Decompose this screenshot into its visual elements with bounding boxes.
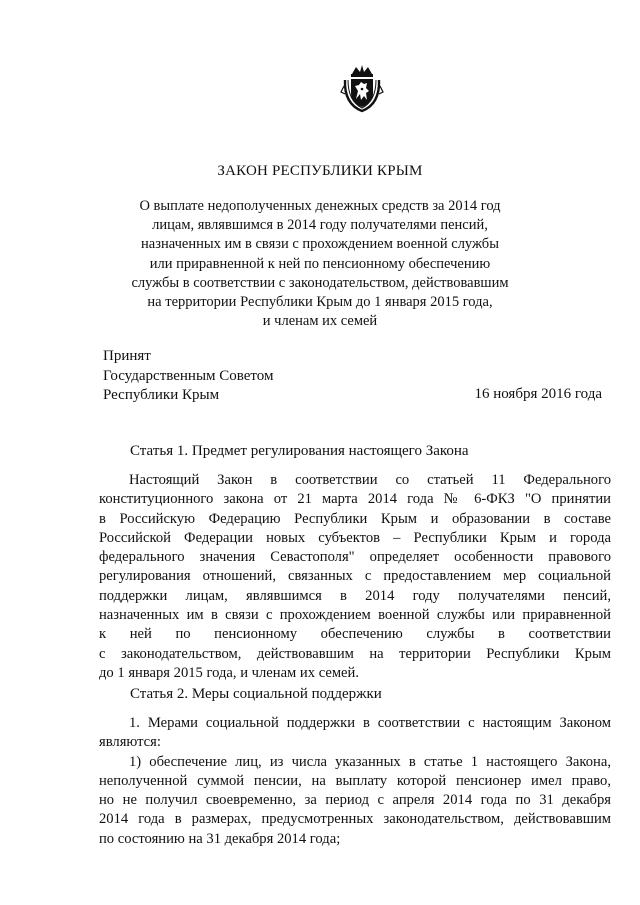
paragraph-line: к ней по пенсионному обеспечению службы в соответствии — [99, 626, 611, 643]
crimea-coat-of-arms-icon — [336, 62, 388, 114]
subtitle-line: О выплате недополученных денежных средств за 2014 год — [139, 198, 501, 214]
adopted-line: Государственным Советом — [103, 367, 274, 384]
paragraph-line: 1. Мерами социальной поддержки в соответствии с настоящим Законом — [129, 715, 611, 731]
adopted-by-block — [103, 347, 274, 406]
paragraph-line: с законодательством, действовавшим на территории Республики Крым — [99, 645, 611, 662]
paragraph-line: по состоянию на 31 декабря 2014 года; — [99, 830, 341, 847]
paragraph-line: Настоящий Закон в соответствии со статьей 11 Федерального — [129, 472, 611, 488]
paragraph-line: Российской Федерации новых субъектов – Республики Крым и города — [99, 529, 611, 546]
adopted-date: 16 ноября 2016 года — [474, 386, 602, 402]
paragraph-line: неполученной суммой пенсии, на выплату которой пенсионер имел право, — [99, 772, 611, 789]
paragraph-line: но не получил своевременно, за период с апреля 2014 года по 31 декабря — [99, 792, 611, 809]
paragraph-line: поддержки лицам, являвшимся в 2014 году получателями пенсий, — [99, 587, 611, 604]
adopted-line: Республики Крым — [103, 387, 220, 403]
subtitle-line: на территории Республики Крым до 1 января 2015 года, — [147, 294, 493, 311]
article-1-heading: Статья 1. Предмет регулирования настоящего Закона — [130, 443, 469, 459]
paragraph-line: являются: — [99, 734, 161, 751]
subtitle-line: назначенных им в связи с прохождением военной службы — [141, 236, 499, 253]
paragraph-line: 1) обеспечение лиц, из числа указанных в статье 1 настоящего Закона, — [129, 753, 611, 770]
adopted-line: Принят — [103, 348, 151, 364]
subtitle-line: службы в соответствии с законодательством, действовавшим — [131, 274, 509, 291]
paragraph-line: в Российскую Федерацию Республики Крым и образовании в составе — [99, 510, 611, 527]
paragraph-line: назначенных им в связи с прохождением военной службы или приравненной — [99, 607, 611, 624]
paragraph-line: регулирования отношений, связанных с предоставлением мер социальной — [99, 568, 611, 585]
article-2-paragraph — [99, 714, 611, 849]
paragraph-line: 2014 года в размерах, предусмотренных законодательством, действовавшим — [99, 811, 611, 828]
law-subtitle — [0, 197, 640, 331]
subtitle-line: лицам, являвшимся в 2014 году получателями пенсий, — [152, 217, 488, 234]
subtitle-line: или приравненной к ней по пенсионному обеспечению — [149, 255, 491, 272]
subtitle-line: и членам их семей — [262, 313, 378, 330]
paragraph-line: до 1 января 2015 года, и членам их семей. — [99, 664, 359, 681]
paragraph-line: конституционного закона от 21 марта 2014 года № 6-ФКЗ "О принятии — [99, 491, 611, 508]
article-1-paragraph — [99, 471, 611, 683]
article-2-heading: Статья 2. Меры социальной поддержки — [130, 686, 382, 702]
law-title: ЗАКОН РЕСПУБЛИКИ КРЫМ — [217, 163, 423, 179]
paragraph-line: федерального значения Севастополя" определяет особенности правового — [99, 549, 611, 566]
